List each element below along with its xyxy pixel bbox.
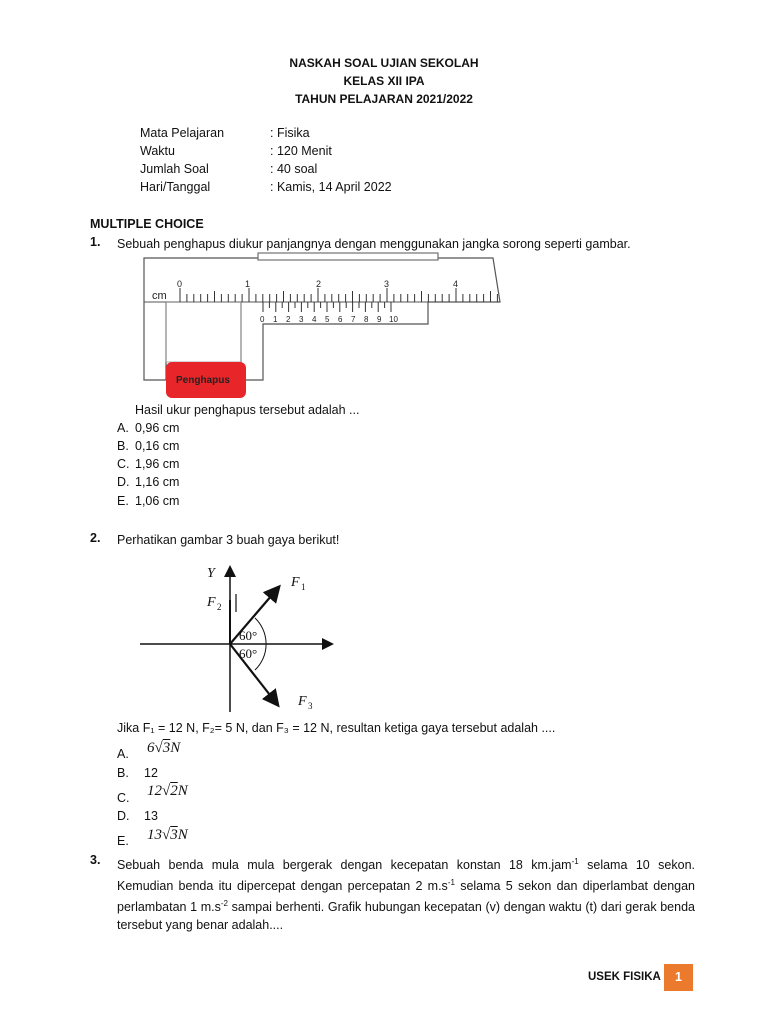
q2-option-a-letter: A. <box>117 747 129 761</box>
vernier-label-1: 1 <box>273 315 278 324</box>
q1-option-c: 1,96 cm <box>135 457 180 471</box>
q1-option-a: 0,96 cm <box>135 421 180 435</box>
q1-option-d-letter: D. <box>117 475 130 489</box>
q1-number: 1. <box>90 235 101 249</box>
meta-label-time: Waktu <box>140 144 175 158</box>
vernier-label-10: 10 <box>389 315 398 324</box>
q3-sup3: -2 <box>220 899 228 909</box>
section-title: MULTIPLE CHOICE <box>90 217 204 231</box>
main-scale-label-4: 4 <box>453 279 459 289</box>
f2-subscript: 2 <box>217 602 222 612</box>
q2-option-e-radicand: 3 <box>170 827 178 843</box>
q2-option-a-unit: N <box>170 740 181 756</box>
q1-option-e-letter: E. <box>117 494 129 508</box>
meta-value-time: : 120 Menit <box>270 144 332 158</box>
q2-option-b: 12 <box>144 766 158 780</box>
vernier-label-8: 8 <box>364 315 369 324</box>
q3-text-part1: Sebuah benda mula mula bergerak dengan kecepatan konstan 18 km.jam <box>117 858 572 873</box>
sqrt-icon: √ <box>162 827 171 843</box>
q2-option-c-coef: 12 <box>147 783 162 799</box>
q3-text-part3: selama 5 sekon dan diperlambat dengan perlambatan 1 m.s <box>117 879 695 915</box>
f2-label: F <box>207 595 216 610</box>
meta-value-subject: : Fisika <box>270 126 310 140</box>
q1-text: Sebuah penghapus diukur panjangnya dengan menggunakan jangka sorong seperti gambar. <box>117 237 631 251</box>
caliper-unit-label: cm <box>152 290 167 302</box>
meta-label-count: Jumlah Soal <box>140 162 209 176</box>
q2-text: Perhatikan gambar 3 buah gaya berikut! <box>117 533 340 547</box>
meta-value-date: : Kamis, 14 April 2022 <box>270 180 392 194</box>
main-scale-label-0: 0 <box>177 279 183 289</box>
doc-title-line3: TAHUN PELAJARAN 2021/2022 <box>295 92 473 106</box>
q2-option-e-unit: N <box>177 827 188 843</box>
q1-option-e: 1,06 cm <box>135 494 180 508</box>
q2-option-e <box>147 827 188 844</box>
vernier-label-6: 6 <box>338 315 343 324</box>
q3-text-part2: selama 10 sekon. Kemudian benda itu dipercepat dengan percepatan 2 m.s <box>117 858 695 894</box>
q2-option-a-coef: 6 <box>147 740 155 756</box>
q2-option-e-coef: 13 <box>147 827 162 843</box>
angle-bottom-label: 60° <box>239 646 258 661</box>
y-axis-label: Y <box>207 566 215 581</box>
q1-stem: Hasil ukur penghapus tersebut adalah ... <box>135 403 360 417</box>
f1-label: F <box>291 575 300 590</box>
q2-option-d: 13 <box>144 809 158 823</box>
force-diagram <box>135 560 345 715</box>
doc-title-line1: NASKAH SOAL UJIAN SEKOLAH <box>289 56 479 70</box>
q3-sup1: -1 <box>571 857 579 866</box>
vernier-label-7: 7 <box>351 315 356 324</box>
meta-label-subject: Mata Pelajaran <box>140 126 225 140</box>
vernier-label-4: 4 <box>312 315 317 324</box>
sqrt-icon: √ <box>162 783 171 799</box>
meta-value-count: : 40 soal <box>270 162 318 176</box>
q2-option-c-unit: N <box>177 783 188 799</box>
q1-option-b-letter: B. <box>117 439 129 453</box>
footer-label: USEK FISIKA <box>588 971 661 983</box>
q2-option-b-letter: B. <box>117 766 129 780</box>
q2-option-a <box>147 740 180 757</box>
q3-sup2: -1 <box>447 878 455 888</box>
q3-text <box>117 853 695 934</box>
vernier-label-0: 0 <box>260 315 265 324</box>
f3-subscript: 3 <box>308 701 313 711</box>
angle-top-label: 60° <box>239 628 258 643</box>
vernier-caliper-figure <box>138 252 506 400</box>
vernier-label-3: 3 <box>299 315 304 324</box>
q3-number: 3. <box>90 853 101 867</box>
q2-option-c-letter: C. <box>117 791 130 805</box>
q2-number: 2. <box>90 531 101 545</box>
q2-option-c <box>147 783 188 800</box>
vernier-label-2: 2 <box>286 315 291 324</box>
eraser-label: Penghapus <box>176 375 230 386</box>
main-scale-label-1: 1 <box>245 279 251 289</box>
page-number: 1 <box>664 964 693 991</box>
vernier-label-9: 9 <box>377 315 382 324</box>
q2-stem: Jika F₁ = 12 N, F₂= 5 N, dan F₃ = 12 N, resultan ketiga gaya tersebut adalah .... <box>117 721 556 735</box>
q1-option-a-letter: A. <box>117 421 129 435</box>
q2-option-e-letter: E. <box>117 834 129 848</box>
q3-text-part4: sampai berhenti. Grafik hubungan kecepatan (v) dengan waktu (t) dari gerak benda tersebut yang benar adalah.... <box>117 900 695 933</box>
f3-label: F <box>298 694 307 709</box>
q1-option-c-letter: C. <box>117 457 130 471</box>
doc-title-line2: KELAS XII IPA <box>343 74 425 88</box>
sqrt-icon: √ <box>154 740 163 756</box>
main-scale-label-2: 2 <box>316 279 322 289</box>
q2-option-a-radicand: 3 <box>162 740 171 756</box>
q1-option-d: 1,16 cm <box>135 475 180 489</box>
q2-option-c-radicand: 2 <box>170 783 178 799</box>
q1-option-b: 0,16 cm <box>135 439 180 453</box>
vernier-label-5: 5 <box>325 315 330 324</box>
meta-label-date: Hari/Tanggal <box>140 180 211 194</box>
q2-option-d-letter: D. <box>117 809 130 823</box>
f1-subscript: 1 <box>301 582 306 592</box>
main-scale-label-3: 3 <box>384 279 390 289</box>
